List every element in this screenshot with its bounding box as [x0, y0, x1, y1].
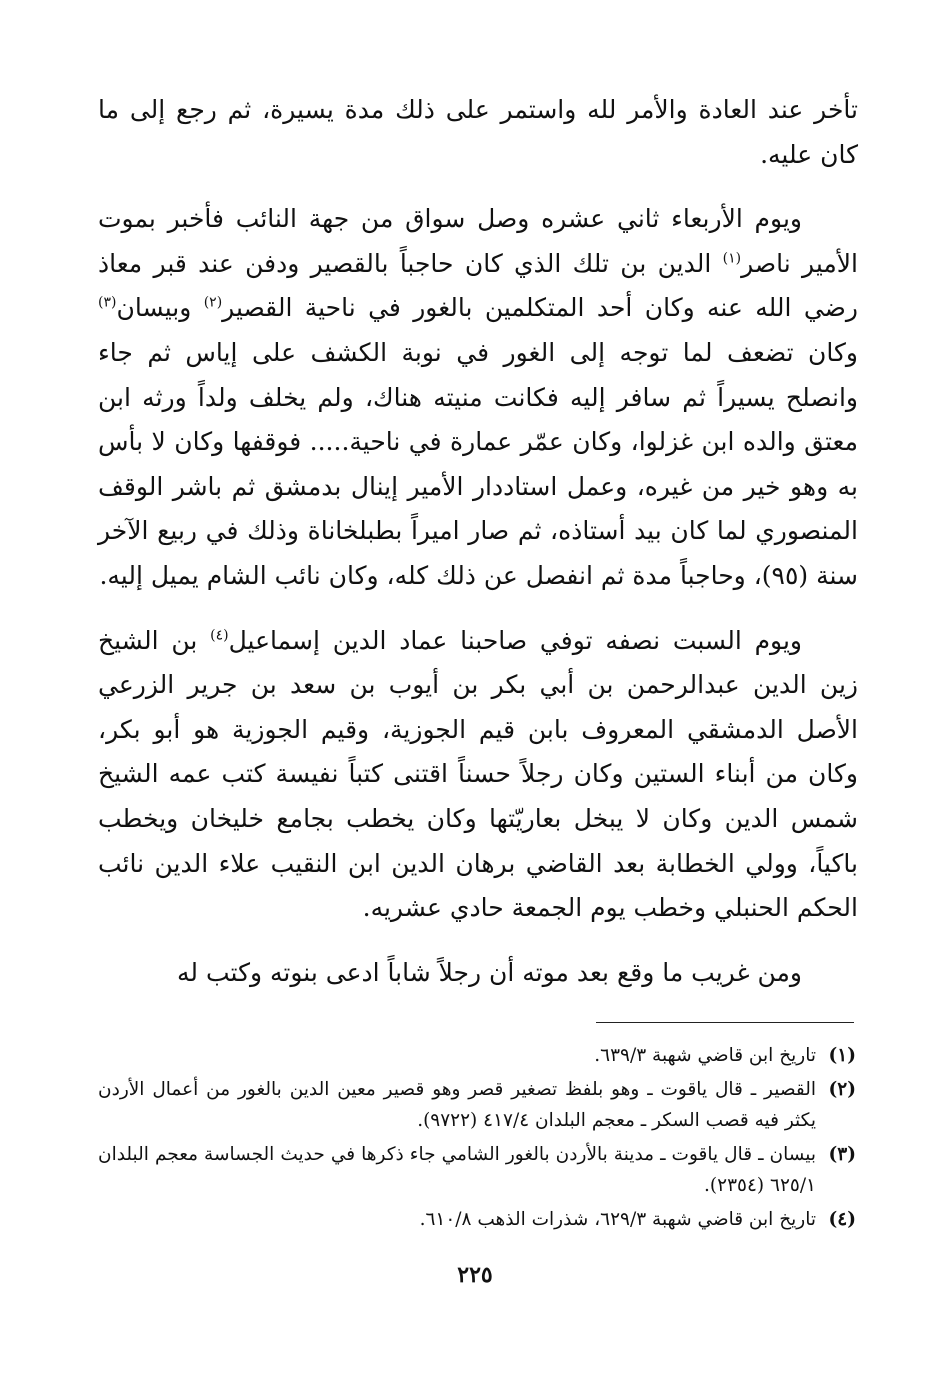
footnote-text: القصير ـ قال ياقوت ـ وهو بلفظ تصغير قصر وهو قصير معين الدين بالغور من أعمال الأردن يكثر فيه قصب السكر ـ معجم البلدان ٤١٧/٤ (٩٧٢٢). — [98, 1078, 816, 1131]
paragraph — [98, 88, 858, 177]
page-number: ٢٢٥ — [457, 1262, 493, 1288]
footnote-ref[interactable]: (٣) — [98, 295, 117, 312]
text-segment: ومن غريب ما وقع بعد موته أن رجلاً شاباً ادعى بنوته وكتب له — [177, 957, 802, 987]
footnote-text: تاريخ ابن قاضي شهبة ٦٢٩/٣، شذرات الذهب ٦١٠/٨. — [419, 1208, 816, 1230]
footnotes — [98, 1040, 856, 1237]
footnote-ref[interactable]: (١) — [722, 250, 742, 267]
text-segment: بن الشيخ زين الدين عبدالرحمن بن أبي بكر بن أيوب بن سعد بن جرير الزرعي الأصل الدمشقي المعروف بابن قيم الجوزية، وقيم الجوزية هو أبو بكر، وكان من أبناء الستين وكان رجلاً حسناً اقتنى كتباً نفيسة كتب عمه الشيخ شمس الدين وكان لا يبخل بعاريّتها وكان يخطب بجامع خليخان ويخطب باكياً، وولي الخطابة بعد القاضي برهان الدين ابن النقيب علاء الدين نائب الحكم الحنبلي وخطب يوم الجمعة حادي عشريه. — [98, 625, 858, 923]
footnote-number: (٢) — [828, 1078, 856, 1100]
paragraph — [98, 197, 858, 598]
footnote-item — [98, 1040, 856, 1072]
footnote-item — [98, 1139, 856, 1202]
text-segment: وبيسان — [116, 293, 204, 323]
text-segment: وكان تضعف لما توجه إلى الغور في نوبة الكشف على إياس ثم جاء وانصلح يسيراً ثم سافر إليه فكانت منيته هناك، ولم يخلف ولداً ورثه ابن معتق والده ابن غزلوا، وكان عمّر عمارة في ناحية..... فوقفها وكان لا بأس به وهو خير من غيره، وعمل استاددار الأمير إينال بدمشق ثم باشر الوقف المنصوري لما كان بيد أستاذه، ثم صار اميراً بطبلخاناة وذلك في ربيع الآخر سنة (٩٥)، وحاجباً مدة ثم انفصل عن ذلك كله، وكان نائب الشام يميل إليه. — [98, 337, 858, 590]
footnote-number: (٣) — [828, 1143, 856, 1165]
footnote-item — [98, 1204, 856, 1236]
footnote-number: (٤) — [828, 1208, 856, 1230]
text-segment: تأخر عند العادة والأمر لله واستمر على ذلك مدة يسيرة، ثم رجع إلى ما كان عليه. — [98, 95, 858, 169]
text-segment: ويوم السبت نصفه توفي صاحبنا عماد الدين إسماعيل — [228, 625, 803, 655]
footnote-item — [98, 1074, 856, 1137]
footnote-text: تاريخ ابن قاضي شهبة ٦٣٩/٣. — [594, 1045, 816, 1066]
paragraph — [98, 619, 858, 931]
main-text — [98, 88, 858, 995]
paragraph — [98, 951, 858, 996]
footnote-text: بيسان ـ قال ياقوت ـ مدينة بالأردن بالغور الشامي جاء ذكرها في حديث الجساسة معجم البلدان ٦٢٥/١ (٢٣٥٤). — [98, 1143, 816, 1196]
footnote-ref[interactable]: (٢) — [203, 295, 223, 312]
footnote-ref[interactable]: (٤) — [210, 627, 229, 644]
footnote-number: (١) — [828, 1045, 856, 1066]
footnote-separator — [596, 1022, 854, 1023]
text-segment: الدين بن تلك الذي كان حاجباً بالقصير ودفن عند قبر معاذ رضي الله عنه وكان أحد المتكلمين بالغور في ناحية القصير — [98, 248, 858, 323]
text-segment: ويوم الأربعاء ثاني عشره وصل سواق من جهة النائب فأخبر بموت الأمير ناصر — [98, 204, 858, 278]
